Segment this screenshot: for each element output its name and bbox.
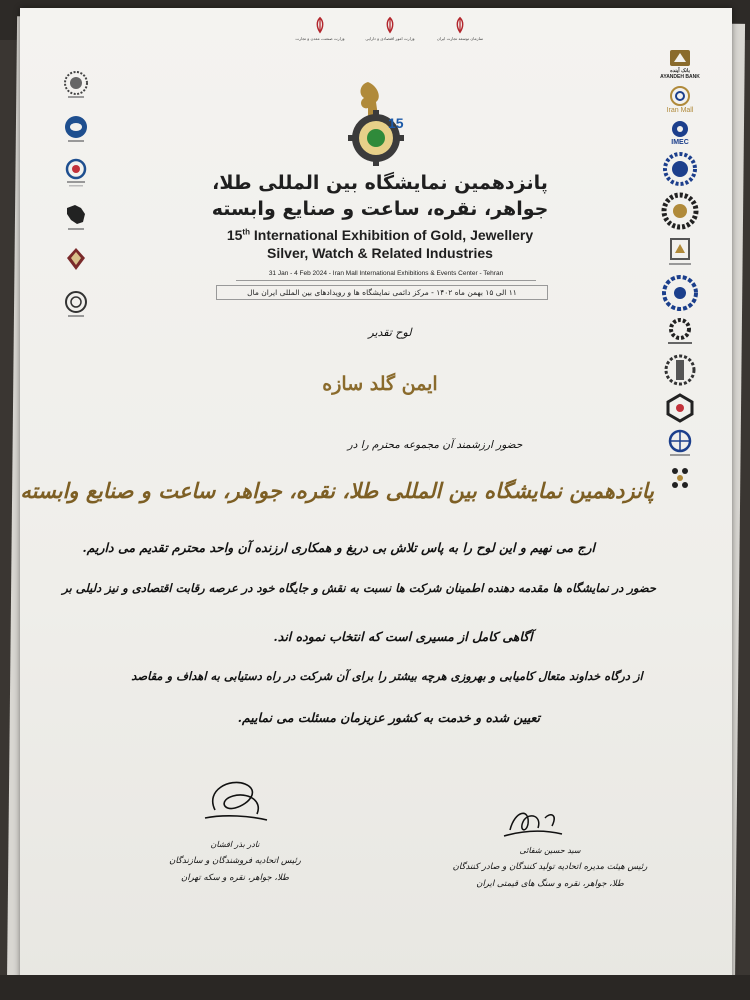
- cog-text-icon: [664, 317, 696, 347]
- emblem-row: [290, 16, 490, 76]
- intro-line: حضور ارزشمند آن مجموعه محترم را در: [347, 439, 523, 451]
- sponsor-caption: Iran Mall: [666, 107, 694, 114]
- logo-number: 15: [388, 115, 404, 131]
- signer-right-title2: طلا، جواهر، نقره و سنگ های قیمتی ایران: [476, 879, 624, 889]
- iran-emblem-icon: [381, 16, 399, 34]
- exhibition-logo-icon: [338, 76, 414, 168]
- title-en-line1: [170, 227, 590, 243]
- signer-left-title1: رئیس اتحادیه فروشندگان و سازندگان: [169, 856, 301, 866]
- sponsor-caption: IMEC: [671, 139, 689, 146]
- signer-left-name: نادر بذر افشان: [210, 840, 260, 849]
- iran-emblem-icon: [311, 16, 329, 34]
- signer-left-title2: طلا، جواهر، نقره و سکه تهران: [181, 873, 289, 883]
- building-seal-icon: [665, 235, 695, 269]
- title-en-suffix: th: [242, 227, 250, 237]
- signer-left: [160, 836, 310, 887]
- turtle-seal-icon: [63, 114, 89, 144]
- gear-blue-icon: [662, 151, 698, 187]
- title-en-line2: Silver, Watch & Related Industries: [267, 245, 493, 261]
- sponsor-subcaption: AYANDEH BANK: [660, 74, 700, 80]
- dots-seal-icon: [665, 463, 695, 493]
- ayandeh-bank-icon: [668, 48, 692, 68]
- emblem-caption: وزارت صنعت، معدن و تجارت: [295, 36, 345, 41]
- signer-right-title1: رئیس هیئت مدیره اتحادیه تولید کنندگان و صادر کنندگان: [452, 862, 648, 872]
- sponsor-caption: بانک آینده: [670, 68, 690, 74]
- body-line: حضور در نمایشگاه ها مقدمه دهنده اطمینان شرکت ها نسبت به نقش و جایگاه خود در عرصه رقابت اقتصادی و نیز دلیلی بر: [62, 581, 656, 595]
- iran-map-icon: [63, 202, 89, 232]
- date-fa: ۱۱ الی ۱۵ بهمن ماه ۱۴۰۲ - مرکز دائمی نمایشگاه ها و رویدادهای بین المللی ایران مال: [216, 285, 548, 300]
- sponsor-imec: [655, 119, 705, 146]
- signer-right: [440, 842, 660, 893]
- ring-seal-icon: [63, 158, 89, 188]
- sponsor-ayandeh: [655, 48, 705, 80]
- imec-icon: [667, 119, 693, 139]
- gear-navy-icon: [661, 274, 699, 312]
- body-line: ارج می نهیم و این لوح را به پاس تلاش بی دریغ و همکاری ارزنده آن واحد محترم تقدیم می داریم.: [82, 540, 595, 555]
- sponsor-logo: [655, 317, 705, 347]
- certificate-sheet: [20, 8, 732, 986]
- ministry-emblem: [360, 16, 420, 76]
- sponsor-logo: [655, 192, 705, 230]
- signature-right: [490, 800, 580, 848]
- gear-black-icon: [661, 192, 699, 230]
- certificate-label: لوح تقدیر: [368, 326, 412, 339]
- sponsor-logo: [655, 352, 705, 388]
- emblem-caption: وزارت امور اقتصادی و دارایی: [365, 36, 415, 41]
- right-sponsor-logos: [655, 48, 705, 498]
- title-en-ordinal: 15: [226, 227, 243, 243]
- globe-seal-icon: [665, 428, 695, 458]
- sponsor-logo: [655, 274, 705, 312]
- body-line: آگاهی کامل از مسیری است که انتخاب نموده اند.: [273, 629, 533, 644]
- exhibition-name: پانزدهمین نمایشگاه بین المللی طلا، نقره، جواهر، ساعت و صنایع وابسته: [20, 478, 654, 503]
- recipient-name: ایمن گلد سازه: [322, 373, 438, 395]
- body-line: تعیین شده و خدمت به کشور عزیزمان مسئلت می نماییم.: [237, 710, 540, 725]
- title-en-rest: International Exhibition of Gold, Jewellery: [249, 227, 534, 243]
- title-fa-line2: جواهر، نقره، ساعت و صنایع وابسته: [211, 198, 549, 220]
- body-line: از درگاه خداوند متعال کامیابی و بهروزی هرچه بیشتر را برای آن شرکت در راه دستیابی به اهداف و مقاصد: [131, 669, 643, 683]
- title-fa-line1: پانزدهمین نمایشگاه بین المللی طلا،: [212, 172, 548, 194]
- photo-backdrop-bottom: [0, 975, 750, 1000]
- ministry-emblem: [290, 16, 350, 76]
- hexagon-seal-icon: [665, 393, 695, 423]
- circle-seal-icon: [63, 290, 89, 320]
- iran-mall-icon: [667, 85, 693, 107]
- sponsor-logo: [655, 151, 705, 187]
- sponsor-logo: [655, 235, 705, 269]
- left-sponsor-logos: [56, 70, 96, 334]
- sponsor-iran-mall: [655, 85, 705, 114]
- sponsor-logo: [655, 393, 705, 423]
- emblem-caption: سازمان توسعه تجارت ایران: [436, 36, 484, 41]
- ministry-emblem: [430, 16, 490, 76]
- sponsor-logo: [655, 463, 705, 493]
- diamond-seal-icon: [63, 246, 89, 276]
- iran-emblem-icon: [451, 16, 469, 34]
- tower-seal-icon: [664, 352, 696, 388]
- gear-seal-icon: [63, 70, 89, 100]
- sponsor-logo: [655, 428, 705, 458]
- signer-right-name: سید حسین شفائی: [519, 846, 581, 855]
- date-en: 31 Jan - 4 Feb 2024 - Iran Mall International Exhibitions & Events Center - Tehran: [236, 270, 536, 281]
- signature-left: [175, 770, 295, 830]
